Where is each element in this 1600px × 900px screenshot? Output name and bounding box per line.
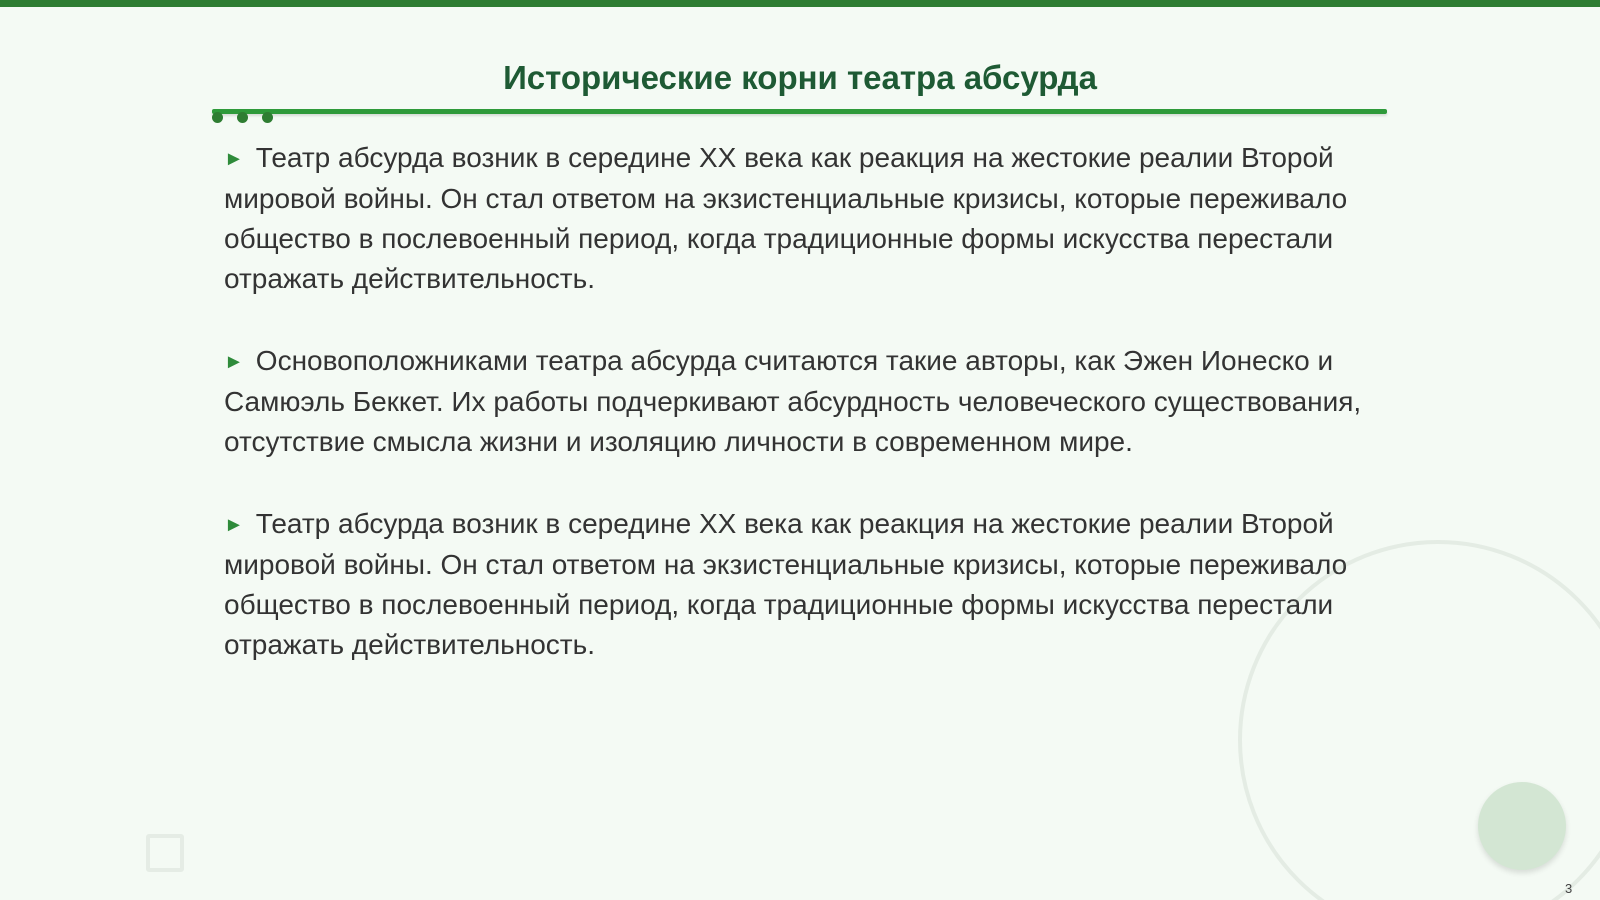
bullet-text: Театр абсурда возник в середине XX века как реакция на жестокие реалии Второй мировой войны. Он стал ответом на экзистенциальные кризисы, которые переживало общество в послевоенный период, когда традиционные формы искусства перестали отражать действительность. [224, 142, 1348, 294]
dot-icon [237, 112, 248, 123]
arrow-bullet-icon: ► [224, 514, 244, 536]
bullet-text: Основоположниками театра абсурда считаются такие авторы, как Эжен Ионеско и Самюэль Беккет. Их работы подчеркивают абсурдность человеческого существования, отсутствие смысла жизни и изоляцию личности в современном мире. [224, 345, 1362, 457]
top-accent-bar [0, 0, 1600, 7]
page-number: 3 [1565, 881, 1573, 896]
title-underline [212, 109, 1387, 114]
decorative-square-outline [146, 834, 184, 872]
dot-icon [212, 112, 223, 123]
arrow-bullet-icon: ► [224, 351, 244, 373]
slide-title: Исторические корни театра абсурда [503, 59, 1097, 96]
arrow-bullet-icon: ► [224, 148, 244, 170]
dot-icon [262, 112, 273, 123]
bullet-item [224, 504, 1384, 665]
decorative-dots [212, 112, 282, 126]
bullet-item [224, 341, 1384, 462]
bullet-item [224, 138, 1384, 299]
bullet-text: Театр абсурда возник в середине XX века как реакция на жестокие реалии Второй мировой войны. Он стал ответом на экзистенциальные кризисы, которые переживало общество в послевоенный период, когда традиционные формы искусства перестали отражать действительность. [224, 508, 1348, 660]
bullet-list [224, 138, 1384, 707]
decorative-circle-filled [1478, 782, 1566, 870]
